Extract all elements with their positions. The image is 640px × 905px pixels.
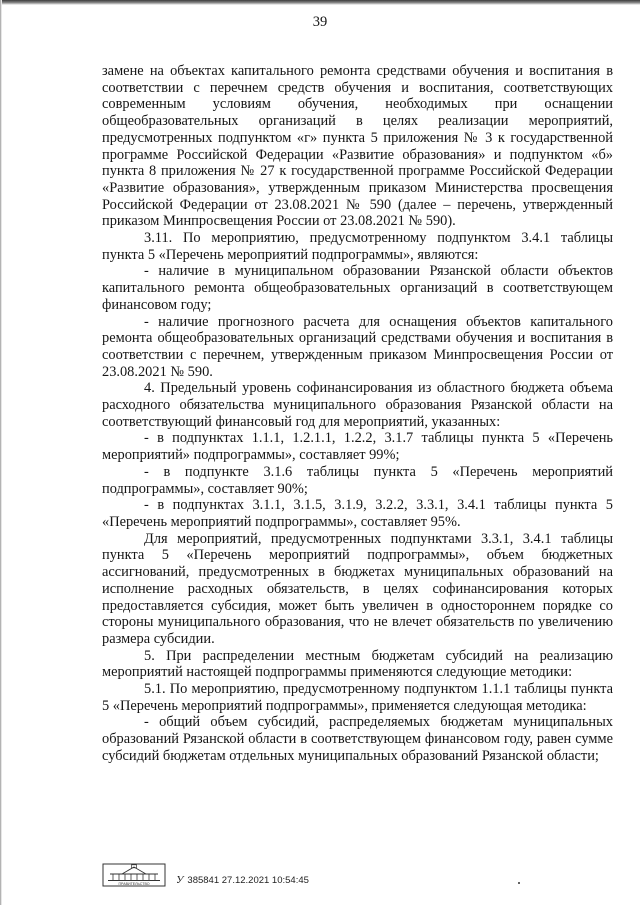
document-registration-info [176, 874, 309, 887]
paragraph-condition-1: - наличие в муниципальном образовании Рязанской области объектов капитального ремонта общеобразовательных организаций в соответствующем финансовом году; [102, 263, 613, 313]
paragraph-5: 5. При распределении местным бюджетам субсидий на реализацию мероприятий настоящей подпрограммы применяются следующие методики: [102, 647, 613, 681]
paragraph-continuation: замене на объектах капитального ремонта средствами обучения и воспитания в соответствии с перечнем средств обучения и воспитания, соответствующих современным условиям обучения, необходимых при оснащении общеобразовательных организаций в целях реализации мероприятий, предусмотренных подпунктом «г» пункта 5 приложения № 3 к государственной программе Российской Федерации «Развитие образования» и подпунктом «б» пункта 8 приложения № 27 к государственной программе Российской Федерации «Развитие образования», утвержденным приказом Министерства просвещения Российской Федерации от 23.08.2021 № 590 (далее – перечень, утвержденный приказом Минпросвещения России от 23.08.2021 № 590). [102, 63, 613, 230]
page-number: 39 [312, 14, 328, 30]
document-body [102, 63, 613, 765]
paragraph-cofinancing: Для мероприятий, предусмотренных подпунктами 3.3.1, 3.4.1 таблицы пункта 5 «Перечень мероприятий подпрограммы», объем бюджетных ассигнований, предусмотренных в бюджетах муниципальных образований на исполнение расходных обязательств, в целях софинансирования которых предоставляется субсидия, может быть увеличен в одностороннем порядке со стороны муниципального образования, что не влечет обязательств по увеличению размера субсидии. [102, 530, 613, 647]
registration-number-date: 385841 27.12.2021 10:54:45 [187, 875, 309, 886]
paragraph-5-1: 5.1. По мероприятию, предусмотренному подпунктом 1.1.1 таблицы пункта 5 «Перечень мероприятий подпрограммы», применяется следующая методика: [102, 681, 613, 714]
paragraph-condition-2: - наличие прогнозного расчета для оснащения объектов капитального ремонта общеобразовательных организаций средствами обучения и воспитания в соответствии с перечнем, утвержденным приказом Минпросвещения России от 23.08.2021 № 590. [102, 313, 613, 380]
scan-edge-top [0, 0, 640, 5]
paragraph-rate-95: - в подпунктах 3.1.1, 3.1.5, 3.1.9, 3.2.2, 3.3.1, 3.4.1 таблицы пункта 5 «Перечень мероприятий подпрограммы», составляет 95%. [102, 497, 613, 530]
scan-speck [518, 882, 520, 884]
building-seal-icon [102, 863, 166, 887]
paragraph-rate-99: - в подпунктах 1.1.1, 1.2.1.1, 1.2.2, 3.1.7 таблицы пункта 5 «Перечень мероприятий» подпрограммы», составляет 99%; [102, 430, 613, 464]
document-footer [102, 863, 309, 887]
paragraph-3-11: 3.11. По мероприятию, предусмотренному подпунктом 3.4.1 таблицы пункта 5 «Перечень мероприятий подпрограммы», являются: [102, 230, 613, 263]
scan-edge-left [0, 0, 2, 905]
paragraph-rate-90: - в подпункте 3.1.6 таблицы пункта 5 «Перечень мероприятий подпрограммы», составляет 90%; [102, 463, 613, 497]
paragraph-4: 4. Предельный уровень софинансирования из областного бюджета объема расходного обязательства муниципального образования Рязанской области на соответствующий финансовый год для мероприятий, указанных: [102, 380, 613, 430]
paragraph-total-subsidy: - общий объем субсидий, распределяемых бюджетам муниципальных образований Рязанской области в соответствующем финансовом году, равен сумме субсидий бюджетам отдельных муниципальных образований Рязанской области; [102, 714, 613, 764]
signature-mark: У [176, 874, 184, 886]
svg-text:ПРАВИТЕЛЬСТВО: ПРАВИТЕЛЬСТВО [118, 882, 150, 886]
